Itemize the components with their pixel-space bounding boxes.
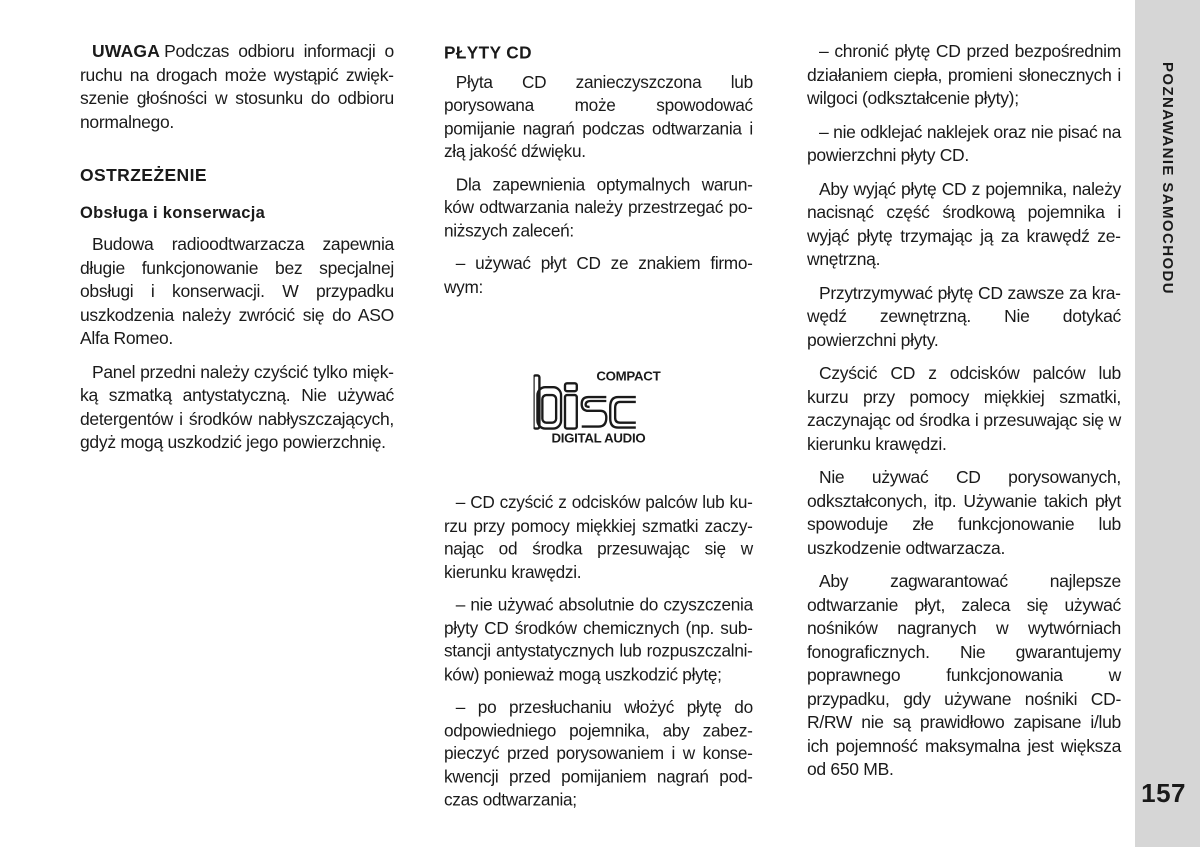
cd-damaged-warning: Nie używać CD porysowanych, odkształconych, itp. Używanie takich płyt spowoduje złe funkcjonowanie lub uszkodzenie odtwarzacza. (807, 467, 1121, 558)
cd-conditions-paragraph: Dla zapewnienia optymalnych warunków odtwarzania należy przestrzegać poniższych zaleceń: (444, 174, 753, 241)
section-title-container (1149, 42, 1185, 314)
logo-compact-text: COMPACT (596, 368, 661, 384)
uwaga-text: Podczas odbioru informacji o ruchu na drogach może wystąpić zwiększenie głośności w stosunku do odbioru normalnego. (80, 41, 394, 132)
cd-label-warning: – nie odklejać naklejek oraz nie pisać na powierzchni płyty CD. (807, 121, 1121, 165)
compact-disc-logo-graphic (534, 368, 664, 447)
cd-fingerprint-instruction: Czyścić CD z odcisków palców lub kurzu przy pomocy miękkiej szmatki, zaczynając od środka i przesuwając się w kierunku krawędzi. (807, 363, 1121, 454)
cd-heat-warning: – chronić płytę CD przed bezpośrednim działaniem ciepła, promieni słonecznych i wilgoci (odkształcenie płyty); (807, 41, 1121, 108)
section-sidebar (1135, 0, 1200, 847)
column-2 (444, 40, 753, 822)
logo-digital-audio-text: DIGITAL AUDIO (551, 430, 646, 446)
page-number: 157 (1141, 778, 1186, 808)
warning-heading: OSTRZEŻENIE (80, 165, 207, 185)
cd-chemicals-warning: – nie używać absolutnie do czyszczenia płyty CD środków chemicznych (np. substancji antystatycznych lub rozpuszczalników) ponieważ mogą uszkodzić płytę; (444, 594, 753, 684)
cd-media-recommendation: Aby zagwarantować najlepsze odtwarzanie płyt, zaleca się używać nośników nagranych w wytwórniach fonograficznych. Nie gwarantujemy poprawnego funkcjonowania w przypadku, gdy używane nośniki CD-R/RW nie są prawidłowo zapisane i/lub ich pojemność maksymalna jest większa od 650 MB. (807, 571, 1121, 779)
cd-cleaning-instruction: – CD czyścić z odcisków palców lub kurzu przy pomocy miękkiej szmatki zaczynając od środka przesuwając się w kierunku krawędzi. (444, 492, 753, 582)
section-title: POZNAWANIE SAMOCHODU (1158, 61, 1176, 295)
column-3 (807, 40, 1121, 792)
compact-disc-logo (444, 309, 753, 492)
maintenance-subheading: Obsługa i konserwacja (80, 203, 266, 222)
cd-intro-paragraph: Płyta CD zanieczyszczona lub porysowana może spowodować pomijanie nagrań podczas odtwarzania i złą jakość dźwięku. (444, 71, 753, 161)
uwaga-note (80, 40, 394, 134)
cd-handling-instruction: Przytrzymywać płytę CD zawsze za krawędź zewnętrzną. Nie dotykać powierzchni płyty. (807, 282, 1121, 350)
maintenance-paragraph: Budowa radioodtwarzacza zapewnia długie funkcjonowanie bez specjalnej obsługi i konserwacji. W przypadku uszkodzenia należy zwrócić się do ASO Alfa Romeo. (80, 234, 394, 348)
cleaning-paragraph: Panel przedni należy czyścić tylko miękką szmatką antystatyczną. Nie używać detergentów i środków nabłyszczających, gdyż mogą uszkodzić jego powierzchnię. (80, 361, 394, 452)
uwaga-label: UWAGA (92, 41, 161, 61)
cd-heading: PŁYTY CD (444, 42, 532, 63)
cd-removal-instruction: Aby wyjąć płytę CD z pojemnika, należy nacisnąć część środkową pojemnika i wyjąć płytę trzymając ją za krawędź zewnętrzną. (807, 178, 1121, 269)
cd-storage-instruction: – po przesłuchaniu włożyć płytę do odpowiedniego pojemnika, aby zabezpieczyć przed porysowaniem i w konsekwencji przed pomijaniem nagrań podczas odtwarzania; (444, 697, 753, 810)
disc-letters-icon (534, 375, 636, 428)
cd-logo-instruction: – używać płyt CD ze znakiem firmowym: (444, 253, 753, 297)
column-1 (80, 40, 394, 465)
